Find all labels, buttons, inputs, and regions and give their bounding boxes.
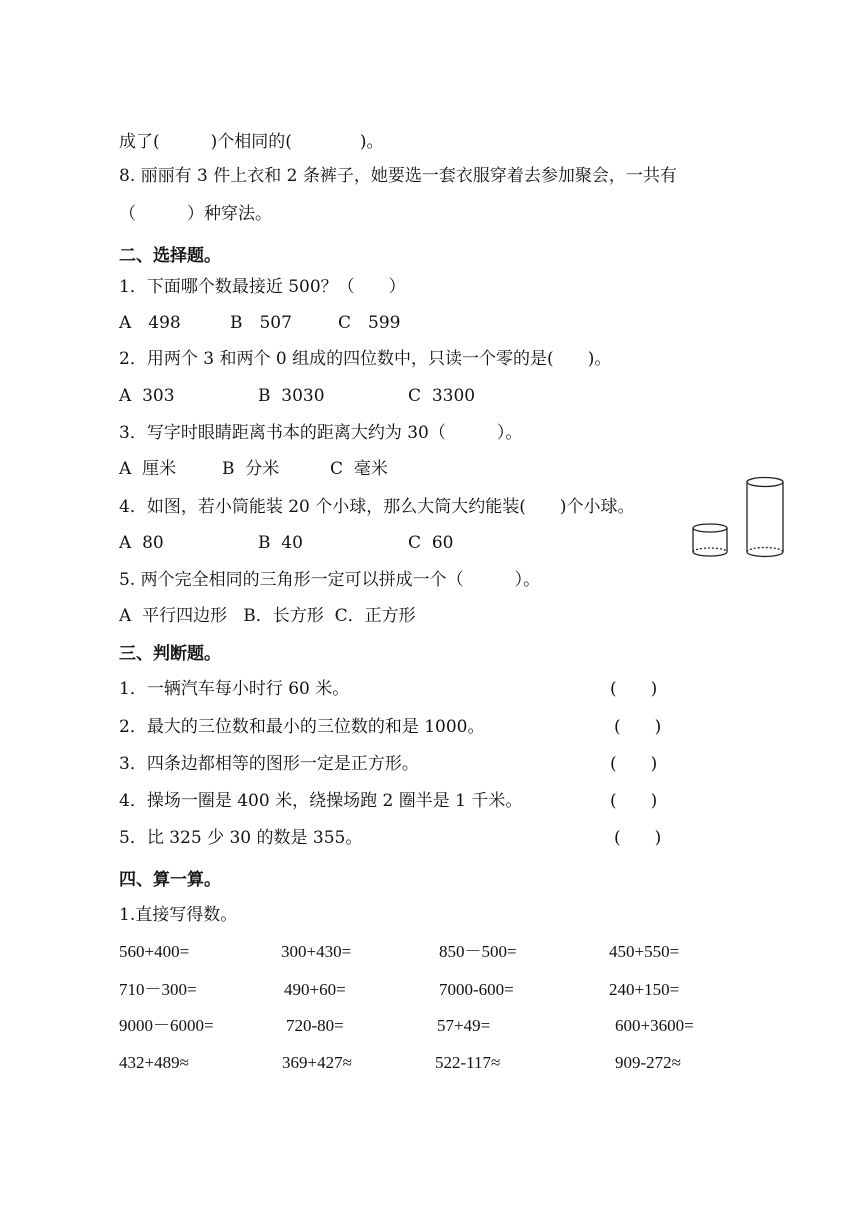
calc-r4-c1: 432+489≈	[119, 1053, 189, 1072]
section-heading-calc: 四、算一算。	[119, 870, 221, 890]
choice-q4-option-a: A 80	[119, 533, 164, 553]
calc-r2-c2: 490+60=	[284, 980, 346, 999]
fill-q8-line2: （ ）种穿法。	[119, 204, 272, 224]
calc-r1-c3: 850－500=	[439, 942, 517, 961]
calc-r4-c4: 909-272≈	[615, 1053, 681, 1072]
fill-q7-tail: 成了( )个相同的( )。	[119, 132, 384, 152]
judge-item-2: 2．最大的三位数和最小的三位数的和是 1000。	[119, 717, 485, 737]
choice-q1-option-a: A 498	[119, 313, 181, 333]
choice-q1-option-c: C 599	[338, 313, 401, 333]
choice-q3-option-a: A 厘米	[119, 459, 177, 479]
calc-r2-c1: 710－300=	[119, 980, 197, 999]
calc-r3-c4: 600+3600=	[615, 1016, 694, 1035]
small-cylinder-icon	[693, 524, 727, 556]
calc-r3-c3: 57+49=	[437, 1016, 491, 1035]
choice-q5: 5. 两个完全相同的三角形一定可以拼成一个（ ）。	[119, 570, 541, 590]
calc-r4-c2: 369+427≈	[282, 1053, 352, 1072]
judge-item-1: 1．一辆汽车每小时行 60 米。	[119, 679, 350, 699]
calc-r3-c1: 9000－6000=	[119, 1016, 214, 1035]
calc-r3-c2: 720-80=	[286, 1016, 344, 1035]
choice-q3-option-c: C 毫米	[330, 459, 388, 479]
judge-item-3-blank[interactable]: ( )	[610, 754, 658, 774]
section-heading-choice: 二、选择题。	[119, 246, 221, 266]
judge-item-4: 4．操场一圈是 400 米，绕操场跑 2 圈半是 1 千米。	[119, 791, 523, 811]
choice-q2-option-a: A 303	[119, 386, 175, 406]
choice-q4: 4．如图，若小筒能装 20 个小球，那么大筒大约能装( )个小球。	[119, 497, 635, 517]
judge-item-2-blank[interactable]: ( )	[614, 717, 662, 737]
judge-item-1-blank[interactable]: ( )	[610, 679, 658, 699]
judge-item-5: 5．比 325 少 30 的数是 355。	[119, 828, 363, 848]
choice-q2: 2．用两个 3 和两个 0 组成的四位数中，只读一个零的是( )。	[119, 349, 612, 369]
choice-q2-option-b: B 3030	[258, 386, 325, 406]
calc-r2-c4: 240+150=	[609, 980, 680, 999]
big-cylinder-icon	[747, 478, 783, 557]
judge-item-4-blank[interactable]: ( )	[610, 791, 658, 811]
cylinders-icon	[690, 474, 790, 560]
choice-q3-option-b: B 分米	[222, 459, 280, 479]
choice-q4-option-b: B 40	[258, 533, 303, 553]
calc-r1-c2: 300+430=	[281, 942, 352, 961]
section-heading-judge: 三、判断题。	[119, 644, 221, 664]
choice-q4-option-c: C 60	[408, 533, 454, 553]
calc-r4-c3: 522-117≈	[435, 1053, 501, 1072]
choice-q1: 1．下面哪个数最接近 500？（ ）	[119, 277, 406, 297]
choice-q5-options: A 平行四边形 B．长方形 C．正方形	[119, 606, 416, 626]
calc-r2-c3: 7000-600=	[439, 980, 514, 999]
calc-r1-c4: 450+550=	[609, 942, 680, 961]
fill-q8-line1: 8. 丽丽有 3 件上衣和 2 条裤子，她要选一套衣服穿着去参加聚会，一共有	[119, 166, 677, 186]
judge-item-5-blank[interactable]: ( )	[614, 828, 662, 848]
choice-q3: 3．写字时眼睛距离书本的距离大约为 30（ ）。	[119, 423, 523, 443]
judge-item-3: 3．四条边都相等的图形一定是正方形。	[119, 754, 419, 774]
choice-q2-option-c: C 3300	[408, 386, 476, 406]
choice-q1-option-b: B 507	[230, 313, 292, 333]
calc-r1-c1: 560+400=	[119, 942, 190, 961]
calc-subheading: 1.直接写得数。	[119, 905, 238, 925]
